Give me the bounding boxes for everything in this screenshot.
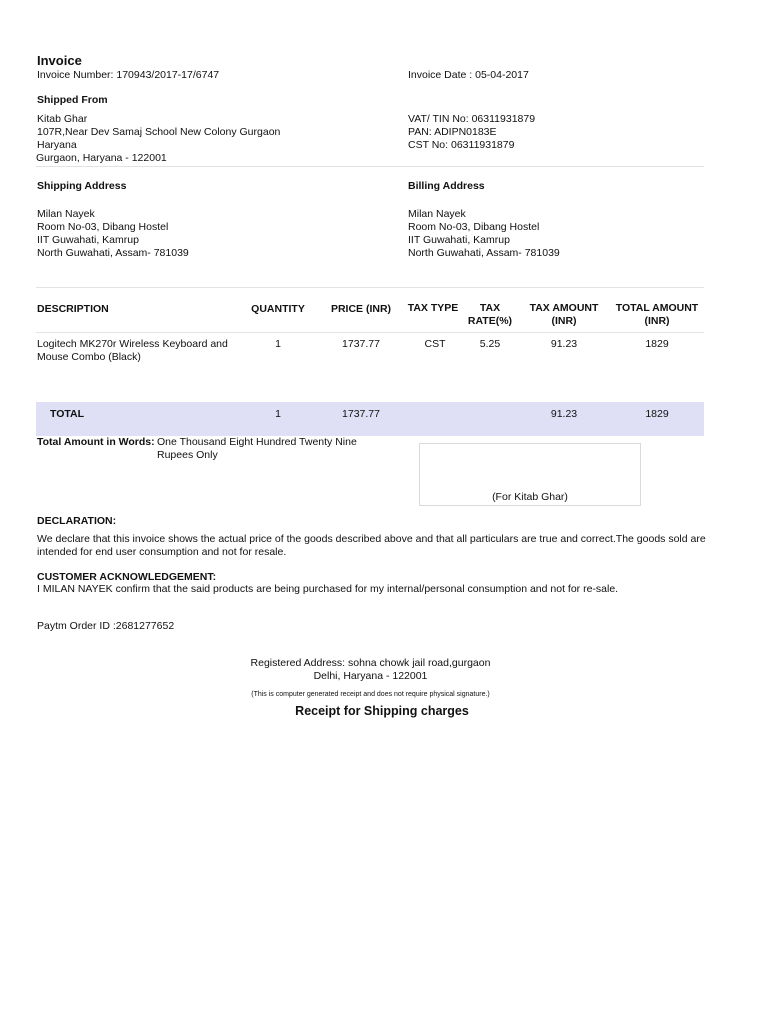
row-total-amount: 1829 xyxy=(645,338,669,350)
billing-address-line: Milan Nayek xyxy=(408,208,466,220)
shipped-from-block xyxy=(37,113,280,165)
tax-ids-block xyxy=(408,113,535,152)
total-price: 1737.77 xyxy=(342,408,380,420)
col-header-description: DESCRIPTION xyxy=(37,303,109,315)
pan: PAN: ADIPN0183E xyxy=(408,126,497,138)
shipping-address-line: IIT Guwahati, Kamrup xyxy=(37,234,139,246)
billing-address-line: Room No-03, Dibang Hostel xyxy=(408,221,540,233)
total-quantity: 1 xyxy=(275,408,281,420)
row-quantity: 1 xyxy=(275,338,281,350)
row-tax-amount: 91.23 xyxy=(550,338,578,350)
cst-no: CST No: 06311931879 xyxy=(408,139,515,151)
amount-in-words-label: Total Amount in Words: xyxy=(37,436,155,448)
shipped-from-line: Kitab Ghar xyxy=(37,113,88,125)
acknowledgement-heading: CUSTOMER ACKNOWLEDGEMENT: xyxy=(37,571,217,583)
declaration-line: intended for end user consumption and not for resale. xyxy=(37,546,287,558)
billing-address-heading: Billing Address xyxy=(408,180,485,192)
registered-address xyxy=(0,657,741,683)
shipped-from-heading: Shipped From xyxy=(37,94,108,106)
amount-in-words-line: Rupees Only xyxy=(157,449,218,461)
col-header-quantity: QUANTITY xyxy=(251,303,305,315)
registered-address-line: Registered Address: sohna chowk jail road,gurgaon xyxy=(250,657,491,669)
col-header-total-amount xyxy=(610,302,704,328)
col-header-tax-rate-line: TAX xyxy=(479,302,501,314)
row-description-line: Logitech MK270r Wireless Keyboard and xyxy=(37,338,228,350)
declaration-heading: DECLARATION: xyxy=(37,515,117,527)
col-header-tax-amount xyxy=(524,302,604,328)
divider xyxy=(36,332,704,333)
total-tax-amount: 91.23 xyxy=(550,408,578,420)
acknowledgement-text: I MILAN NAYEK confirm that the said products are being purchased for my internal/personal consumption and not for re-sale. xyxy=(37,583,619,595)
receipt-title: Receipt for Shipping charges xyxy=(295,704,469,718)
invoice-number: Invoice Number: 170943/2017-17/6747 xyxy=(37,69,220,81)
col-header-tax-amount-line: (INR) xyxy=(551,315,577,327)
total-total-amount: 1829 xyxy=(645,408,669,420)
signature-label: (For Kitab Ghar) xyxy=(492,491,568,503)
col-header-total-amount-line: TOTAL AMOUNT xyxy=(615,302,699,314)
amount-in-words-line: One Thousand Eight Hundred Twenty Nine xyxy=(157,436,357,448)
registered-address-line: Delhi, Haryana - 122001 xyxy=(313,670,428,682)
row-description xyxy=(37,338,228,364)
row-price: 1737.77 xyxy=(342,338,380,350)
amount-in-words-block xyxy=(157,436,357,462)
invoice-title: Invoice xyxy=(37,53,82,68)
divider xyxy=(36,166,704,167)
shipping-address-line: North Guwahati, Assam- 781039 xyxy=(37,247,189,259)
shipping-address-block xyxy=(37,208,189,260)
declaration-line: We declare that this invoice shows the actual price of the goods described above and that all particulars are true and correct.The goods sold are xyxy=(37,533,706,545)
col-header-tax-type: TAX TYPE xyxy=(407,302,459,314)
shipping-address-line: Room No-03, Dibang Hostel xyxy=(37,221,169,233)
billing-address-line: North Guwahati, Assam- 781039 xyxy=(408,247,560,259)
row-tax-type: CST xyxy=(424,338,446,350)
computer-generated-note: (This is computer generated receipt and does not require physical signature.) xyxy=(251,691,490,698)
row-tax-rate: 5.25 xyxy=(479,338,501,350)
total-label: TOTAL xyxy=(50,408,85,420)
declaration-text xyxy=(37,533,707,559)
shipped-from-line: Gurgaon, Haryana - 122001 xyxy=(36,152,167,164)
paytm-order-id: Paytm Order ID :2681277652 xyxy=(37,620,175,632)
vat-tin: VAT/ TIN No: 06311931879 xyxy=(408,113,536,125)
billing-address-block xyxy=(408,208,560,260)
row-description-line: Mouse Combo (Black) xyxy=(37,351,141,363)
shipping-address-line: Milan Nayek xyxy=(37,208,95,220)
billing-address-line: IIT Guwahati, Kamrup xyxy=(408,234,510,246)
col-header-price: PRICE (INR) xyxy=(330,303,392,315)
shipped-from-line: Haryana xyxy=(37,139,77,151)
col-header-tax-rate-line: RATE(%) xyxy=(467,315,513,327)
col-header-tax-rate xyxy=(460,302,520,328)
invoice-date: Invoice Date : 05-04-2017 xyxy=(408,69,529,81)
divider xyxy=(36,287,704,288)
shipping-address-heading: Shipping Address xyxy=(37,180,127,192)
shipped-from-line: 107R,Near Dev Samaj School New Colony Gurgaon xyxy=(37,126,281,138)
col-header-tax-amount-line: TAX AMOUNT xyxy=(529,302,599,314)
col-header-total-amount-line: (INR) xyxy=(644,315,670,327)
